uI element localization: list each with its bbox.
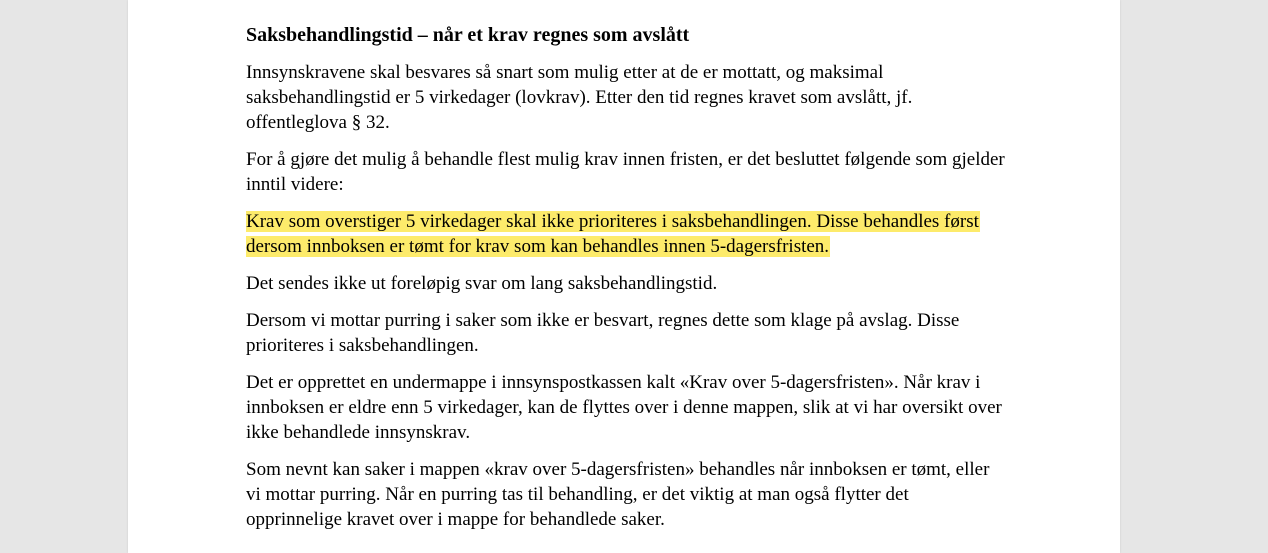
paragraph-reminders <box>246 308 1006 358</box>
paragraph-text: Som nevnt kan saker i mappen «krav over 5-dagersfristen» behandles når innboksen er tømt, eller vi mottar purring. Når en purring tas til behandling, er det viktig at man også flytter det opprinnelige kravet over i mappe for behandlede saker. <box>246 459 990 530</box>
paragraph-text: Dersom vi mottar purring i saker som ikke er besvart, regnes dette som klage på avslag. Disse prioriteres i saksbehandlingen. <box>246 310 960 356</box>
paragraph-text: Det er opprettet en undermappe i innsynspostkassen kalt «Krav over 5-dagersfristen». Når krav i innboksen er eldre enn 5 virkedager, kan de flyttes over i denne mappen, slik at vi har oversikt over ikke behandlede innsynskrav. <box>246 372 1002 443</box>
paragraph-text: For å gjøre det mulig å behandle flest mulig krav innen fristen, er det besluttet følgende som gjelder inntil videre: <box>246 149 1005 195</box>
highlighted-text: Krav som overstiger 5 virkedager skal ikke prioriteres i saksbehandlingen. Disse behandles først dersom innboksen er tømt for krav som kan behandles innen 5-dagersfristen. <box>246 211 979 257</box>
paragraph-folder-processing <box>246 457 1006 532</box>
paragraph-text: Det sendes ikke ut foreløpig svar om lang saksbehandlingstid. <box>246 273 718 294</box>
document-page <box>128 0 1120 553</box>
paragraph-text: Innsynskravene skal besvares så snart som mulig etter at de er mottatt, og maksimal saksbehandlingstid er 5 virkedager (lovkrav). Etter den tid regnes kravet som avslått, jf. offentleglova § 32. <box>246 62 913 133</box>
paragraph-decision-intro <box>246 147 1006 197</box>
section-heading: Saksbehandlingstid – når et krav regnes som avslått <box>246 24 690 46</box>
paragraph-no-interim-reply <box>246 271 1006 296</box>
paragraph-deadline <box>246 60 1006 135</box>
document-body <box>246 22 1006 544</box>
paragraph-subfolder <box>246 370 1006 445</box>
paragraph-highlighted-rule <box>246 209 1006 259</box>
